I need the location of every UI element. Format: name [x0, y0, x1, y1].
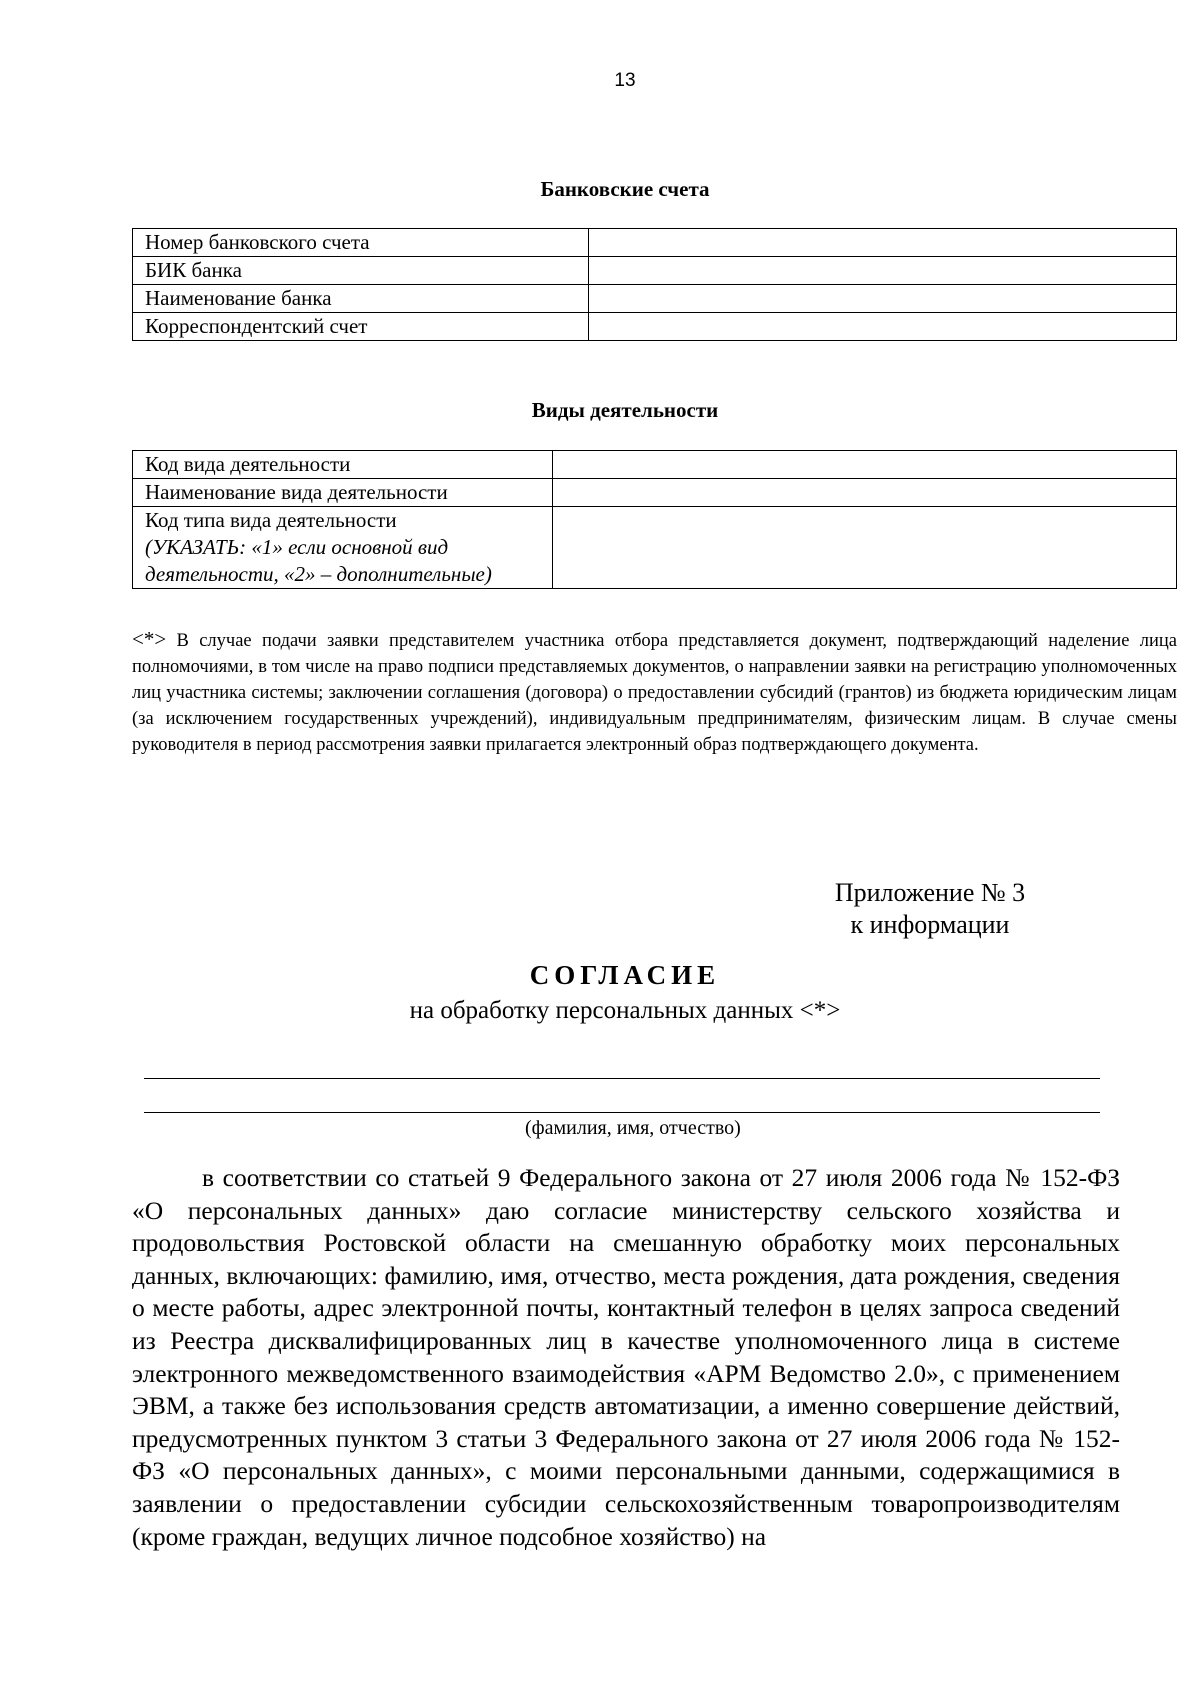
correspondent-account-field[interactable] — [589, 313, 1177, 341]
bank-accounts-title: Банковские счета — [540, 177, 710, 201]
activity-code-label: Код вида деятельности — [133, 451, 553, 479]
activity-name-field[interactable] — [553, 479, 1177, 507]
appendix-number: Приложение № 3 — [834, 878, 1026, 907]
consent-subtitle: на обработку персональных данных <*> — [409, 997, 841, 1024]
footnote-mark: <*> — [132, 627, 167, 651]
table-row — [133, 257, 1177, 285]
fio-input-line[interactable] — [144, 1112, 1100, 1113]
activity-name-label: Наименование вида деятельности — [133, 479, 553, 507]
activity-type-code-label: Код типа вида деятельности — [145, 508, 397, 532]
activity-code-field[interactable] — [553, 451, 1177, 479]
bank-name-field[interactable] — [589, 285, 1177, 313]
fio-input-line[interactable] — [144, 1078, 1100, 1079]
consent-title: СОГЛАСИЕ — [529, 960, 721, 990]
bank-bik-field[interactable] — [589, 257, 1177, 285]
table-row — [133, 451, 1177, 479]
activities-table — [132, 450, 1177, 589]
bank-accounts-table — [132, 228, 1177, 341]
fio-caption: (фамилия, имя, отчество) — [525, 1117, 741, 1139]
bank-name-label: Наименование банка — [133, 285, 589, 313]
footnote — [132, 626, 1177, 758]
table-row — [133, 285, 1177, 313]
appendix-heading — [800, 877, 1060, 941]
footnote-text: В случае подачи заявки представителем участника отбора представляется документ, подтверждающий наделение лица полномочиями, в том числе на право подписи представляемых документов, о направлении заявки на регистрацию уполномоченных лиц участника системы; заключении соглашения (договора) о предоставлении субсидий (грантов) из бюджета юридическим лицам (за исключением государственных учреждений), индивидуальным предпринимателям, физическим лицам. В случае смены руководителя в период рассмотрения заявки прилагается электронный образ подтверждающего документа. — [132, 631, 1177, 755]
activity-type-code-field[interactable] — [553, 507, 1177, 589]
table-row — [133, 229, 1177, 257]
appendix-subtitle: к информации — [850, 910, 1010, 939]
table-row — [133, 313, 1177, 341]
activity-type-code-note: (УКАЗАТЬ: «1» если основной вид деятельности, «2» – дополнительные) — [145, 535, 492, 586]
consent-body-text: в соответствии со статьей 9 Федерального закона от 27 июля 2006 года № 152-ФЗ «О персональных данных» даю согласие министерству сельского хозяйства и продовольствия Ростовской области на смешанную обработку моих персональных данных, включающих: фамилию, имя, отчество, места рождения, дата рождения, сведения о месте работы, адрес электронной почты, контактный телефон в целях запроса сведений из Реестра дисквалифицированных лиц в качестве уполномоченного лица в системе электронного межведомственного взаимодействия «АРМ Ведомство 2.0», с применением ЭВМ, а также без использования средств автоматизации, а именно совершение действий, предусмотренных пунктом 3 статьи 3 Федерального закона от 27 июля 2006 года № 152-ФЗ «О персональных данных», с моими персональными данными, содержащимися в заявлении о предоставлении субсидии сельскохозяйственным товаропроизводителям (кроме граждан, ведущих личное подсобное хозяйство) на — [132, 1163, 1120, 1551]
bank-account-number-field[interactable] — [589, 229, 1177, 257]
bank-account-number-label: Номер банковского счета — [133, 229, 589, 257]
activity-type-code-cell — [133, 507, 553, 589]
page-number: 13 — [614, 70, 636, 91]
bank-bik-label: БИК банка — [133, 257, 589, 285]
correspondent-account-label: Корреспондентский счет — [133, 313, 589, 341]
activities-title: Виды деятельности — [531, 398, 719, 422]
table-row — [133, 479, 1177, 507]
table-row — [133, 507, 1177, 589]
